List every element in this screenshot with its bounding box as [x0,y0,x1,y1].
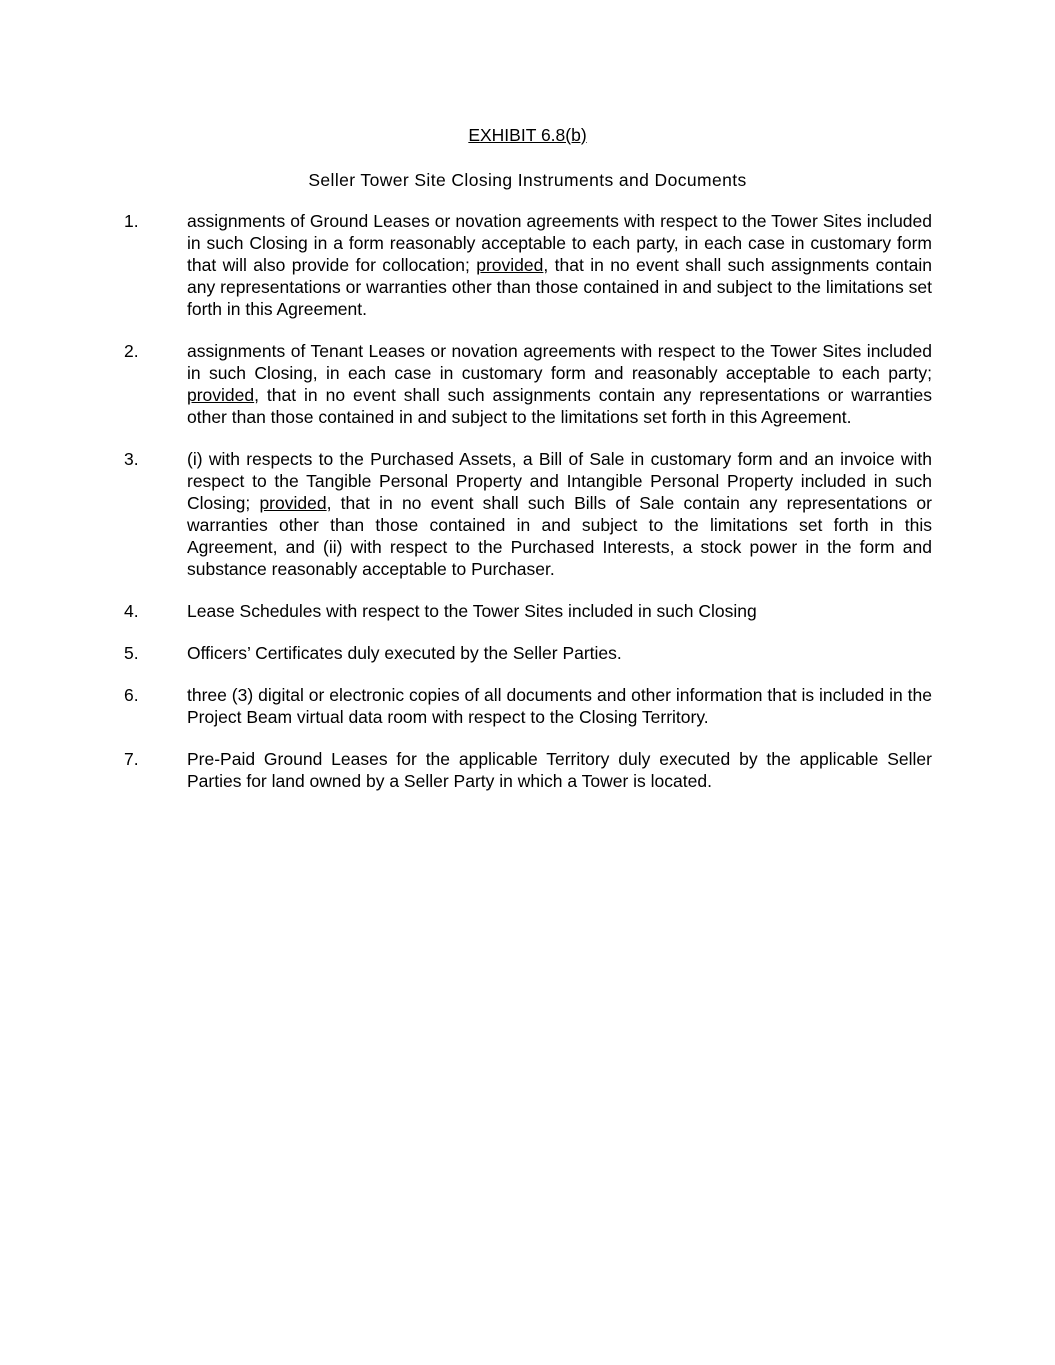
item-number: 6. [124,685,139,705]
item-text-part: assignments of Ground Leases or novation agreements with respect to the Tower Sites included in such Closing in a form reasonably acceptable to each party, in each case in customary form that will also provide for collocation; [187,211,932,275]
list-item-1 [124,210,932,320]
item-text [187,210,932,320]
item-number: 7. [124,749,139,769]
closing-documents-list [124,210,932,812]
item-text-part: , that in no event shall such assignments contain any representations or warranties other than those contained in and subject to the limitations set forth in this Agreement. [187,385,932,427]
item-text-part: , that in no event shall such assignments contain any representations or warranties other than those contained in and subject to the limitations set forth in this Agreement. [187,255,932,319]
item-text-part: assignments of Tenant Leases or novation agreements with respect to the Tower Sites included in such Closing, in each case in customary form and reasonably acceptable to each party; [187,341,932,383]
item-number: 4. [124,601,139,621]
item-number: 1. [124,211,139,231]
item-text: Lease Schedules with respect to the Tower Sites included in such Closing [187,601,757,621]
item-text [187,340,932,428]
list-item-2 [124,340,932,428]
item-number: 3. [124,449,139,469]
item-text-part: , that in no event shall such Bills of Sale contain any representations or warranties other than those contained in and subject to the limitations set forth in this Agreement, and (ii) with respect to the Purchased Interests, a stock power in the form and substance reasonably acceptable to Purchaser. [187,493,932,579]
item-text [187,448,932,580]
list-item-7 [124,748,932,792]
item-number: 2. [124,341,139,361]
item-text-part: (i) with respects to the Purchased Assets, a Bill of Sale in customary form and an invoice with respect to the Tangible Personal Property and Intangible Personal Property included in such Closing; [187,449,932,513]
list-item-6 [124,684,932,728]
item-text: Pre-Paid Ground Leases for the applicable Territory duly executed by the applicable Seller Parties for land owned by a Seller Party in which a Tower is located. [187,749,932,791]
provided-emphasis: provided [476,255,544,275]
item-text: three (3) digital or electronic copies of all documents and other information that is included in the Project Beam virtual data room with respect to the Closing Territory. [187,685,932,727]
provided-emphasis: provided [259,493,327,513]
provided-emphasis: provided [187,385,255,405]
list-item-4 [124,600,932,622]
list-item-3 [124,448,932,580]
list-item-5 [124,642,932,664]
item-number: 5. [124,643,139,663]
exhibit-title: EXHIBIT 6.8(b) [468,125,587,145]
exhibit-subtitle: Seller Tower Site Closing Instruments and Documents [308,170,747,190]
item-text: Officers’ Certificates duly executed by the Seller Parties. [187,643,622,663]
